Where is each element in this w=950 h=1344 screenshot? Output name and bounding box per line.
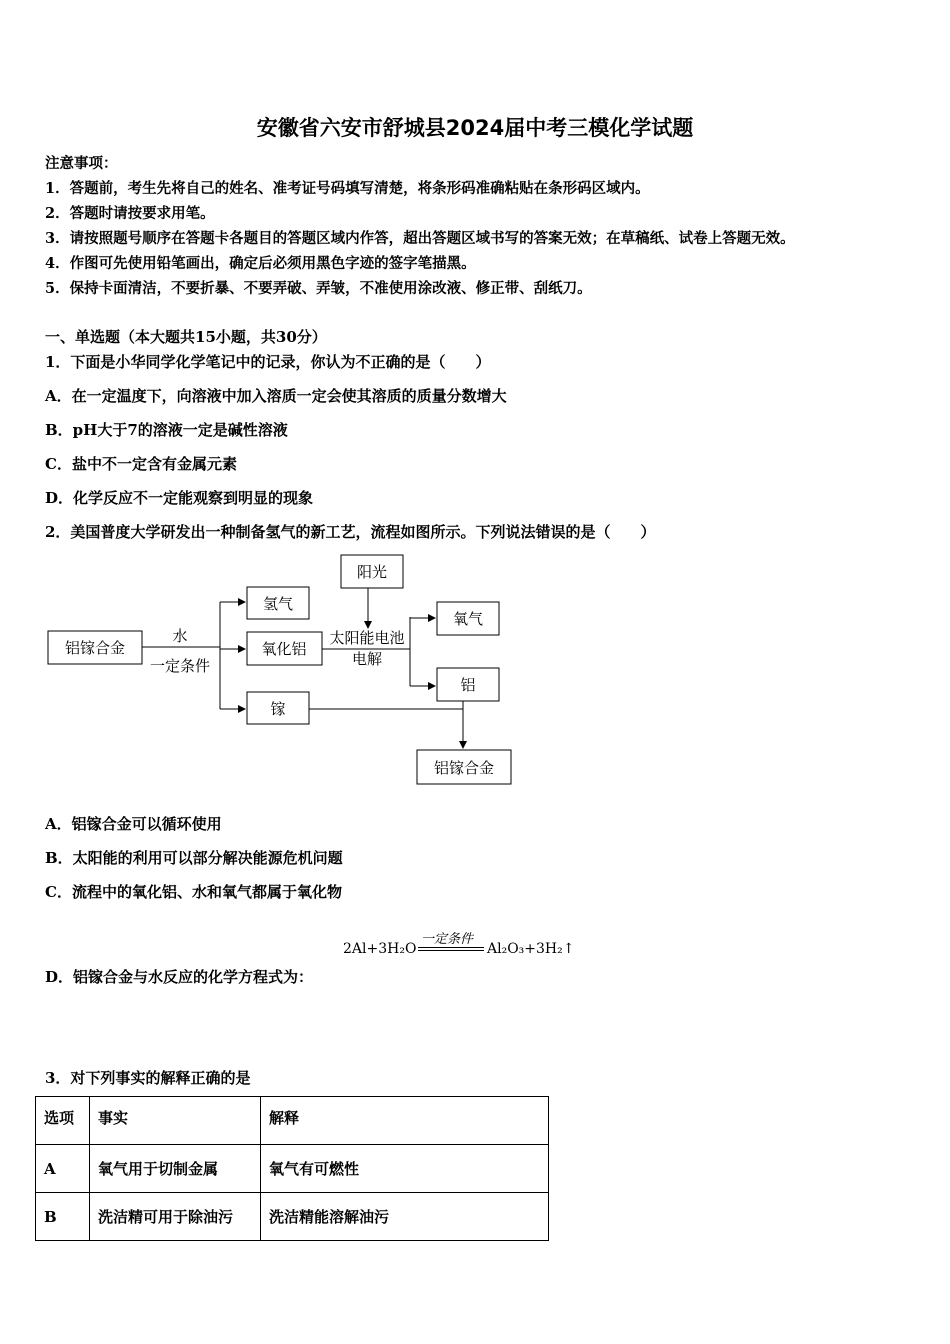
table-cell: 氧气有可燃性 bbox=[261, 1145, 549, 1193]
q1-option-d: D．化学反应不一定能观察到明显的现象 bbox=[45, 489, 314, 507]
table-cell: B bbox=[36, 1193, 90, 1241]
q2-option-b: B．太阳能的利用可以部分解决能源危机问题 bbox=[45, 849, 343, 867]
table-header: 解释 bbox=[261, 1097, 549, 1145]
q1-option-a: A．在一定温度下，向溶液中加入溶质一定会使其溶质的质量分数增大 bbox=[45, 387, 507, 405]
question-2-stem: 2．美国普度大学研发出一种制备氢气的新工艺，流程如图所示。下列说法错误的是（ ） bbox=[45, 523, 656, 541]
oxygen-label: 氧气 bbox=[452, 610, 484, 628]
equation-left: 2Al+3H₂O bbox=[343, 941, 417, 957]
flow-diagram bbox=[0, 550, 560, 795]
table-header: 选项 bbox=[36, 1097, 90, 1145]
table-row bbox=[36, 1193, 549, 1241]
electrolysis-label: 电解 bbox=[351, 650, 383, 668]
q3-table bbox=[35, 1096, 549, 1241]
notice-item: 1．答题前，考生先将自己的姓名、准考证号码填写清楚，将条形码准确粘贴在条形码区域内。 bbox=[45, 180, 650, 197]
table-cell: A bbox=[36, 1145, 90, 1193]
equation-sign bbox=[418, 947, 484, 951]
notice-item: 4．作图可先使用铅笔画出，确定后必须用黑色字迹的签字笔描黑。 bbox=[45, 255, 476, 272]
q2-option-d: D．铝镓合金与水反应的化学方程式为： bbox=[45, 968, 314, 986]
alloy-output-label: 铝镓合金 bbox=[433, 759, 495, 777]
gallium-label: 镓 bbox=[270, 700, 286, 718]
sunlight-label: 阳光 bbox=[356, 563, 388, 581]
alumina-label: 氧化铝 bbox=[261, 640, 307, 658]
aluminium-label: 铝 bbox=[460, 676, 476, 694]
condition-label: 一定条件 bbox=[149, 657, 211, 675]
table-header-row bbox=[36, 1097, 549, 1145]
notice-item: 2．答题时请按要求用笔。 bbox=[45, 205, 215, 222]
equation-right: Al₂O₃+3H₂↑ bbox=[487, 941, 575, 957]
alloy-input-label: 铝镓合金 bbox=[64, 639, 126, 657]
table-cell: 洗洁精能溶解油污 bbox=[261, 1193, 549, 1241]
question-1-stem: 1．下面是小华同学化学笔记中的记录，你认为不正确的是（ ） bbox=[45, 353, 491, 371]
notice-item: 5．保持卡面清洁，不要折暴、不要弄破、弄皱，不准使用涂改液、修正带、刮纸刀。 bbox=[45, 280, 592, 297]
section-heading: 一、单选题（本大题共15小题，共30分） bbox=[45, 328, 327, 346]
hydrogen-label: 氢气 bbox=[262, 595, 294, 613]
table-row bbox=[36, 1145, 549, 1193]
notice-heading: 注意事项： bbox=[45, 155, 118, 172]
q1-option-c: C．盐中不一定含有金属元素 bbox=[45, 455, 237, 473]
q2-option-c: C．流程中的氧化铝、水和氧气都属于氧化物 bbox=[45, 883, 342, 901]
solar-cell-label: 太阳能电池 bbox=[329, 629, 405, 647]
water-label: 水 bbox=[172, 627, 188, 645]
q2-option-a: A．铝镓合金可以循环使用 bbox=[45, 815, 222, 833]
equation-condition: 一定条件 bbox=[421, 932, 474, 947]
notice-item: 3．请按照题号顺序在答题卡各题目的答题区域内作答，超出答题区域书写的答案无效；在草稿纸、试卷上答题无效。 bbox=[45, 230, 795, 247]
table-header: 事实 bbox=[90, 1097, 261, 1145]
q1-option-b: B．pH大于7的溶液一定是碱性溶液 bbox=[45, 421, 288, 439]
table-cell: 洗洁精可用于除油污 bbox=[90, 1193, 261, 1241]
table-cell: 氧气用于切制金属 bbox=[90, 1145, 261, 1193]
question-3-stem: 3．对下列事实的解释正确的是 bbox=[45, 1069, 251, 1087]
page-title: 安徽省六安市舒城县2024届中考三模化学试题 bbox=[256, 116, 694, 140]
